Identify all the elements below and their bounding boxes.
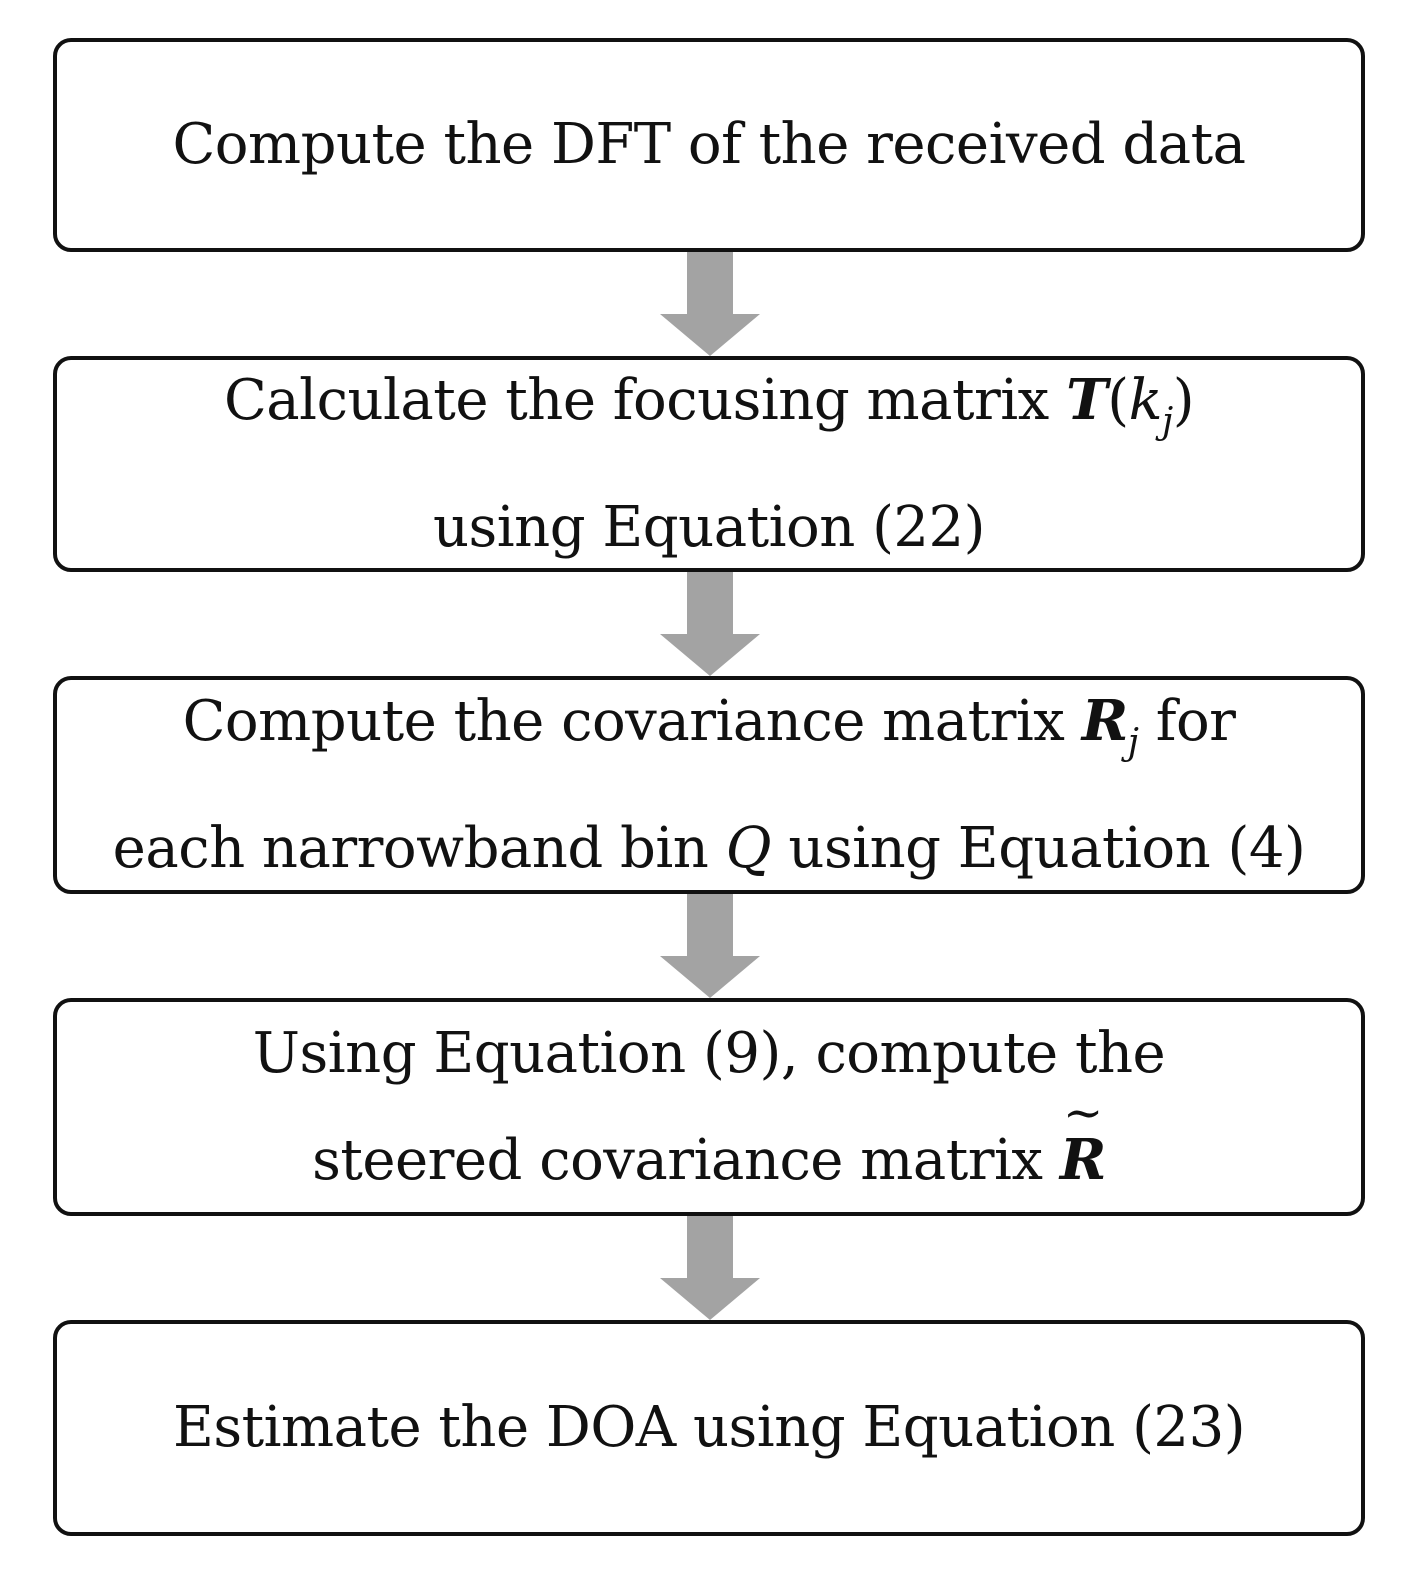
covariance-matrix-symbol: R (1081, 688, 1128, 754)
step-3-line-1-after: for (1138, 689, 1236, 754)
steered-r-letter: R (1059, 1126, 1106, 1193)
step-4-line-2-text: steered covariance matrix (312, 1127, 1060, 1193)
step-3-line-2-text: each narrowband bin (112, 816, 726, 881)
flow-arrow-1 (660, 252, 760, 356)
flow-arrow-2 (660, 572, 760, 676)
step-5-box (53, 1320, 1365, 1536)
step-3-line-2 (113, 796, 1306, 902)
step-4-box (53, 998, 1365, 1216)
step-1-text: Compute the DFT of the received data (172, 112, 1246, 177)
steered-covariance-symbol (1059, 1084, 1106, 1214)
step-3-line-1 (183, 668, 1236, 796)
flow-arrow-3 (660, 894, 760, 998)
step-2-box (53, 356, 1365, 572)
k-symbol: k (1128, 368, 1163, 433)
paren-close: ) (1172, 368, 1195, 433)
step-2-line-1-text: Calculate the focusing matrix (223, 368, 1067, 433)
step-2-line-1 (224, 347, 1194, 475)
step-2-line-2: using Equation (22) (432, 495, 986, 560)
k-subscript: j (1162, 401, 1173, 442)
step-3-box (53, 676, 1365, 894)
focusing-matrix-symbol: T (1066, 367, 1108, 433)
q-symbol: Q (725, 816, 772, 881)
step-4-line-1: Using Equation (9), compute the (252, 1020, 1166, 1086)
tilde-mark: ~ (1062, 1084, 1103, 1141)
r-subscript: j (1127, 722, 1139, 763)
paren-open: ( (1107, 368, 1129, 433)
flow-arrow-4 (660, 1216, 760, 1320)
step-3-line-1-text: Compute the covariance matrix (182, 689, 1082, 754)
step-4-line-2 (312, 1084, 1106, 1214)
step-5-text: Estimate the DOA using Equation (23) (172, 1395, 1246, 1460)
step-1-box (53, 38, 1365, 252)
step-3-line-2-after: using Equation (4) (771, 816, 1306, 881)
